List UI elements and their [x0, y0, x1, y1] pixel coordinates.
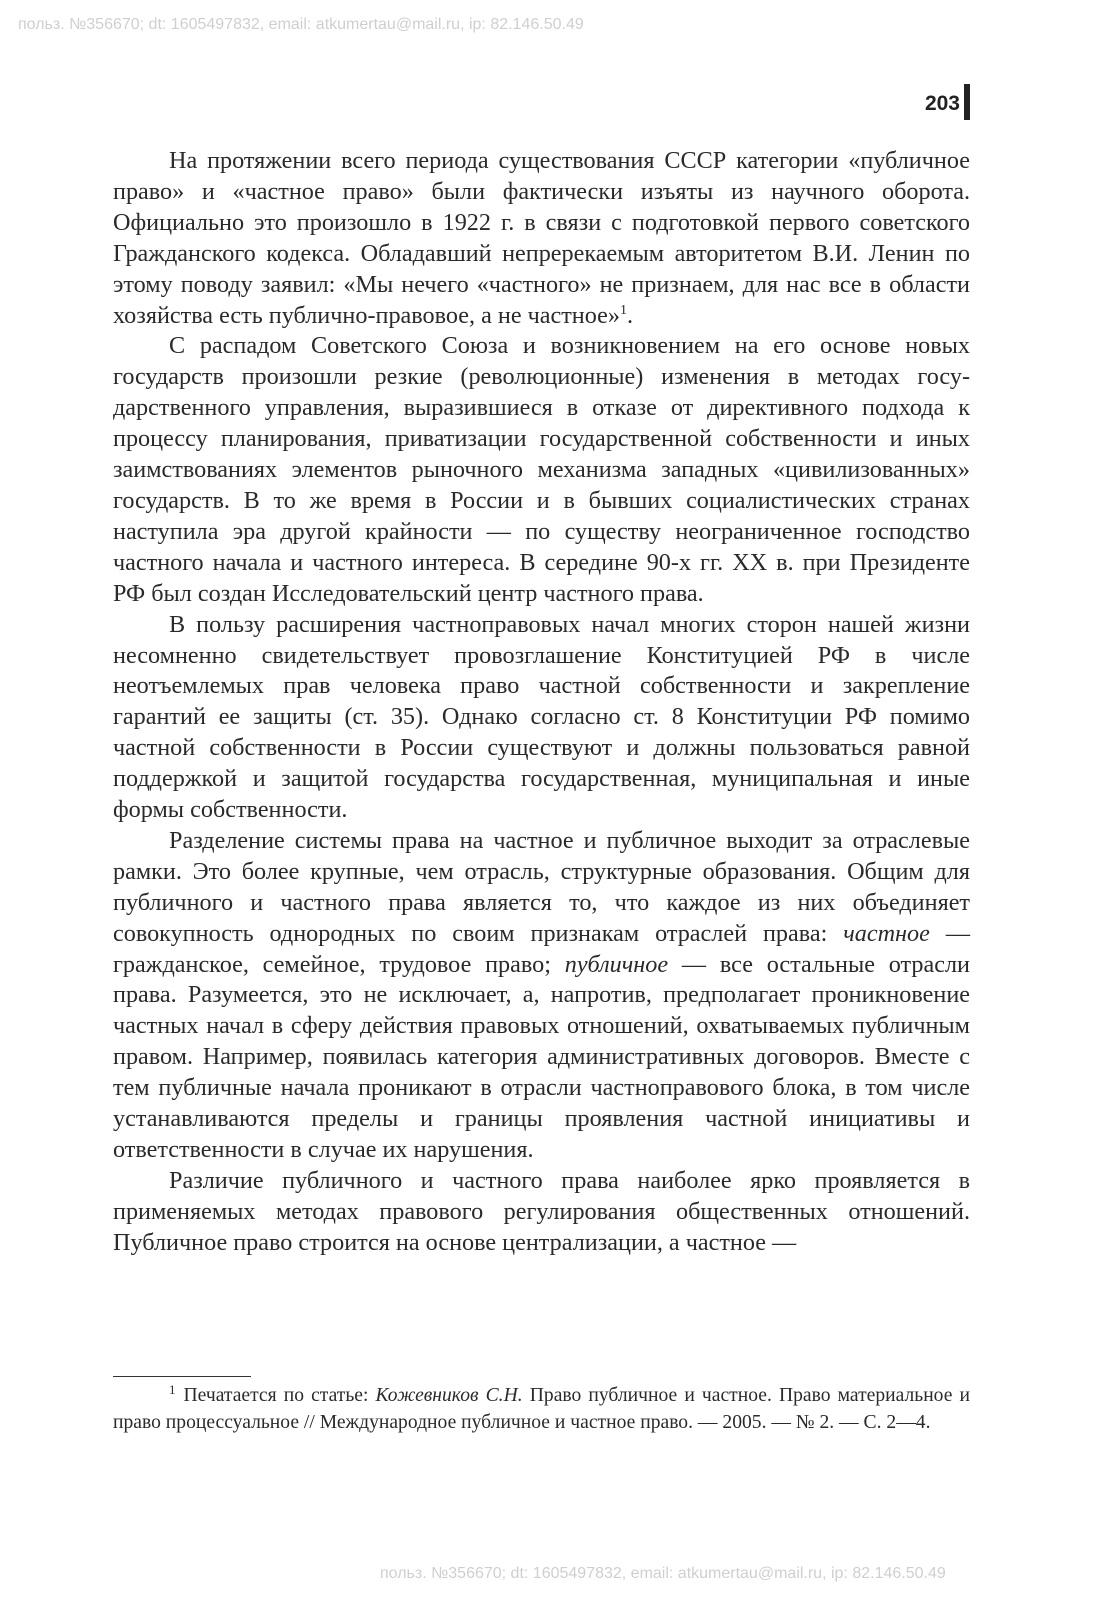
- page-number-bar: [964, 84, 970, 120]
- main-text: [113, 146, 970, 1259]
- paragraph-4-part-a: Разделение системы права на частное и публичное выходит за отраслевые рамки. Это более крупные, чем отрасль, структурные образования. Общим для публичного и частного права является то, что каждое из них объединяет совокупность однородных по своим признакам отраслей права:: [113, 826, 970, 947]
- paragraph-4-part-b: — гражданское, семейное, трудовое право;: [113, 919, 971, 978]
- watermark-bottom: польз. №356670; dt: 1605497832, email: atkumertau@mail.ru, ip: 82.146.50.49: [380, 1565, 946, 1582]
- paragraph-4: [113, 826, 970, 1166]
- footnote: [113, 1382, 970, 1437]
- paragraph-3: В пользу расширения частноправовых начал многих сторон нашей жизни несомненно свидетельствует провозглашение Конституцией РФ в числе неотъемлемых прав человека право частной собственности и закрепление гарантий ее защиты (ст. 35). Однако согласно ст. 8 Конституции РФ помимо частной собственности в России существуют и должны пользоваться равной поддержкой и защитой государства государственная, муниципальная и иные формы собственности.: [113, 610, 970, 824]
- paragraph-5: Различие публичного и частного права наиболее ярко проявляется в применяемых методах правового регулирования общественных отношений. Публичное право строится на основе централизации, а частное —: [113, 1166, 970, 1256]
- paragraph-4-term-public: публичное: [564, 950, 669, 978]
- footnote-number: 1: [169, 1382, 176, 1397]
- footnote-ref[interactable]: 1: [619, 302, 627, 318]
- watermark-top: польз. №356670; dt: 1605497832, email: atkumertau@mail.ru, ip: 82.146.50.49: [18, 16, 584, 33]
- paragraph-2: С распадом Советского Союза и возникновением на его основе новых государств произошли резкие (революционные) изменения в методах государственного управления, выразившиеся в отказе от директивного подхода к процессу планирования, приватизации государственной собственности и иных заимствованиях элементов рыночного механизма западных «цивилизованных» государств. В то же время в России и в бывших социалистических странах наступила эра другой крайности — по существу неограниченное господство частного начала и частного интереса. В середине 90-х гг. XX в. при Президенте РФ был создан Исследовательский центр частного права.: [113, 332, 970, 607]
- footnote-divider: [113, 1376, 251, 1377]
- footnote-author: Кожевников С.Н.: [375, 1385, 523, 1406]
- paragraph-1-end: .: [626, 301, 634, 329]
- paragraph-1: [113, 146, 970, 331]
- footnote-rest: Право публичное и частное. Право материальное и право процессуальное // Международное публичное и частное право. — 2005. — № 2. — С. 2—4.: [113, 1385, 970, 1434]
- footnote-prefix: Печатается по статье:: [183, 1385, 376, 1406]
- page-number: 203: [924, 92, 960, 115]
- paragraph-4-term-private: частное: [843, 919, 930, 947]
- paragraph-1-text: На протяжении всего периода существования СССР категории «публичное право» и «частное право» были фактически изъяты из научного оборота. Официально это произошло в 1922 г. в связи с подготовкой первого советского Гражданского кодекса. Обладавший непререкаемым авторитетом В.И. Ленин по этому поводу заявил: «Мы нечего «частного» не признаем, для нас все в области хозяйства есть публично-правовое, а не частное»: [113, 147, 970, 329]
- paragraph-4-part-c: — все остальные отрасли права. Разумеется, это не исключает, а, напротив, предполагает проникновение частных начал в сферу действия правовых отношений, охватываемых публичным правом. Например, появилась категория административных договоров. Вместе с тем публичные начала проникают в отрасли частноправового блока, в том числе устанавливаются пределы и границы проявления частной инициативы и ответственности в случае их нарушения.: [113, 950, 970, 1163]
